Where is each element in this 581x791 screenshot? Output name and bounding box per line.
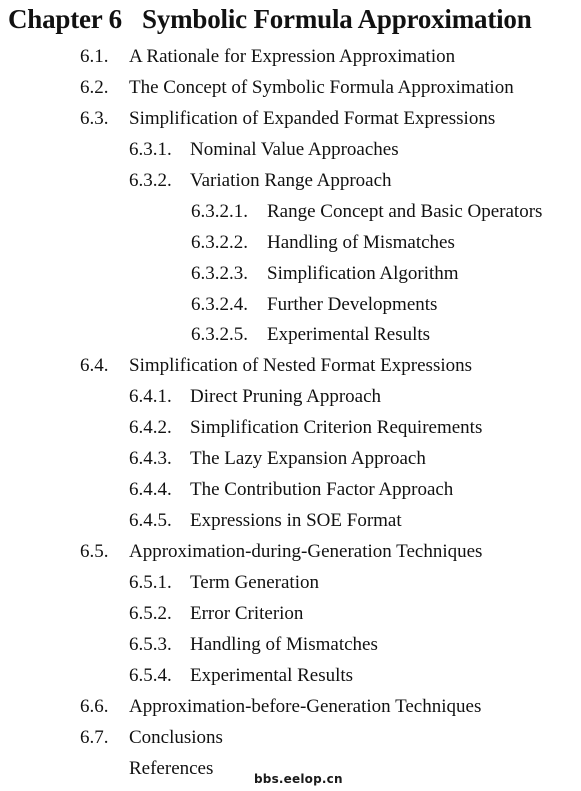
toc-entry-number: 6.4.3. — [129, 448, 172, 470]
toc-entry-number: 6.5.4. — [129, 664, 172, 686]
toc-entry — [0, 322, 581, 353]
toc-entry — [0, 663, 581, 694]
toc-entry-title: The Lazy Expansion Approach — [190, 448, 426, 470]
toc-entry-number: 6.3.2.1. — [191, 200, 248, 222]
toc-entry-number: 6.3.1. — [129, 138, 172, 160]
toc-entry-title: Further Developments — [267, 293, 438, 315]
toc-entry-number: 6.1. — [80, 46, 109, 67]
toc-entry — [0, 415, 581, 446]
toc-entry-number: 6.3.2.3. — [191, 262, 248, 284]
toc-entry — [0, 384, 581, 415]
toc-entry-number: 6.4.5. — [129, 510, 172, 532]
toc-entry — [0, 44, 581, 75]
toc-entry-number: 6.5.3. — [129, 633, 172, 655]
toc-entry-title: References — [129, 757, 214, 779]
toc-entry-title: Nominal Value Approaches — [190, 138, 399, 160]
toc-entry-number: 6.2. — [80, 76, 109, 98]
chapter-heading — [8, 4, 532, 35]
toc-entry-number: 6.3.2.4. — [191, 293, 248, 315]
toc-entry-title: Approximation-before-Generation Techniques — [129, 695, 482, 717]
toc-entry — [0, 106, 581, 137]
toc-entry-title: Range Concept and Basic Operators — [267, 200, 543, 222]
toc-entry — [0, 601, 581, 632]
toc-entry-title: Term Generation — [190, 571, 319, 593]
toc-entry — [0, 168, 581, 199]
chapter-label: Chapter 6 — [8, 4, 122, 34]
toc-entry — [0, 477, 581, 508]
toc-entry-title: Simplification Algorithm — [267, 262, 459, 284]
toc-entry-number: 6.3.2. — [129, 169, 172, 191]
toc-entry-title: The Contribution Factor Approach — [190, 479, 454, 501]
toc-entry-title: Error Criterion — [190, 602, 304, 624]
toc-entry-number: 6.5.1. — [129, 571, 172, 593]
toc-entry-title: A Rationale for Expression Approximation — [129, 46, 456, 67]
toc-entry — [0, 508, 581, 539]
toc-entry — [0, 137, 581, 168]
toc-entry — [0, 632, 581, 663]
table-of-contents — [0, 44, 581, 787]
toc-entry-number: 6.6. — [80, 695, 109, 717]
toc-entry-title: Expressions in SOE Format — [190, 510, 402, 532]
toc-entry-number: 6.4.2. — [129, 417, 172, 439]
toc-entry — [0, 694, 581, 725]
toc-entry — [0, 261, 581, 292]
toc-entry-number: 6.5.2. — [129, 602, 172, 624]
toc-entry — [0, 725, 581, 756]
toc-entry-title: Direct Pruning Approach — [190, 386, 382, 408]
toc-entry — [0, 570, 581, 601]
toc-entry — [0, 230, 581, 261]
toc-entry-title: Simplification of Nested Format Expressions — [129, 355, 473, 377]
toc-entry — [0, 75, 581, 106]
toc-entry-title: The Concept of Symbolic Formula Approximation — [129, 76, 514, 98]
toc-entry-title: Experimental Results — [190, 664, 354, 686]
toc-entry — [0, 446, 581, 477]
toc-entry — [0, 199, 581, 230]
toc-entry — [0, 353, 581, 384]
toc-entry-number: 6.4. — [80, 355, 109, 377]
toc-entry-title: Conclusions — [129, 726, 223, 748]
toc-entry-title: Handling of Mismatches — [267, 231, 455, 253]
toc-entry — [0, 292, 581, 323]
toc-entry-number: 6.4.1. — [129, 386, 172, 408]
toc-entry-title: Simplification of Expanded Format Expressions — [129, 107, 496, 129]
toc-entry-number: 6.7. — [80, 726, 109, 748]
toc-entry-title: Simplification Criterion Requirements — [190, 417, 483, 439]
toc-entry-number: 6.4.4. — [129, 479, 172, 501]
toc-entry-title: Handling of Mismatches — [190, 633, 378, 655]
toc-entry — [0, 539, 581, 570]
toc-entry-number: 6.3.2.2. — [191, 231, 248, 253]
toc-entry-number: 6.3. — [80, 107, 109, 129]
toc-entry-title: Experimental Results — [267, 324, 431, 346]
toc-entry-number: 6.5. — [80, 541, 109, 562]
toc-entry-title: Approximation-during-Generation Techniques — [129, 541, 483, 562]
chapter-title: Symbolic Formula Approximation — [142, 4, 532, 34]
watermark: bbs.eelop.cn — [254, 772, 343, 786]
toc-entry-title: Variation Range Approach — [190, 169, 392, 191]
toc-entry-number: 6.3.2.5. — [191, 324, 248, 346]
